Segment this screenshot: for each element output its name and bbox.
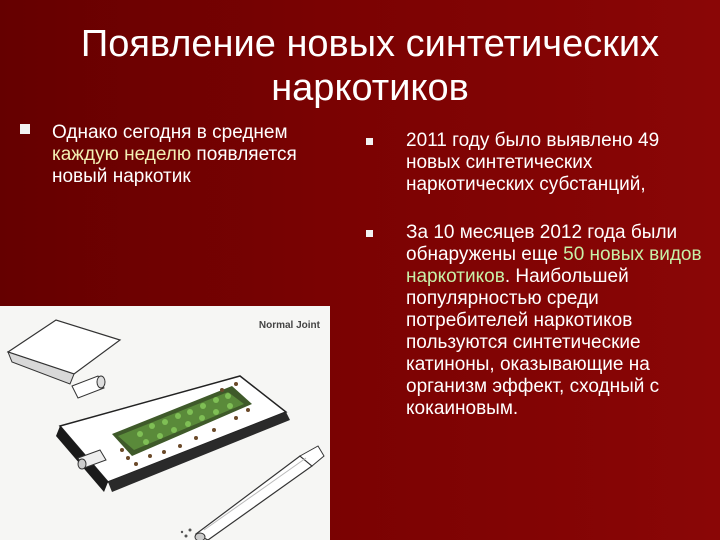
joint-illustration (0, 306, 330, 540)
bullet-item-text-part1: За 10 месяцев 2012 года были обнаружены еще (406, 222, 678, 265)
bullet-item-text: 2011 году было выявлено 49 новых синтетических наркотических субстанций, (406, 130, 660, 195)
square-bullet-icon (366, 138, 373, 145)
bullet-item-text-part2: . Наибольшей популярностью среди потребителей наркотиков пользуются синтетические катиноны, оказывающие на организм эффект, сходный с кокаиновым. (406, 266, 660, 419)
slide-title: Появление новых синтетических наркотиков (80, 23, 660, 109)
left-bullet-text-part1: Однако сегодня в среднем (52, 122, 288, 143)
left-bullet-highlight: каждую неделю (52, 144, 192, 165)
square-bullet-icon (20, 124, 30, 134)
rolling-paper-illustration-icon (0, 306, 330, 540)
left-bullet-block (20, 122, 320, 188)
bullet-item-2012 (364, 222, 709, 420)
left-bullet-text-part2: появляется новый наркотик (52, 144, 297, 187)
bullet-item-text (406, 222, 709, 420)
square-bullet-icon (366, 230, 373, 237)
right-bullet-list (364, 130, 709, 446)
bullet-item-highlight: 50 новых видов наркотиков (406, 244, 702, 287)
left-bullet-text (52, 122, 320, 188)
illustration-label: Normal Joint (258, 320, 320, 331)
bullet-item-2011 (364, 130, 709, 196)
